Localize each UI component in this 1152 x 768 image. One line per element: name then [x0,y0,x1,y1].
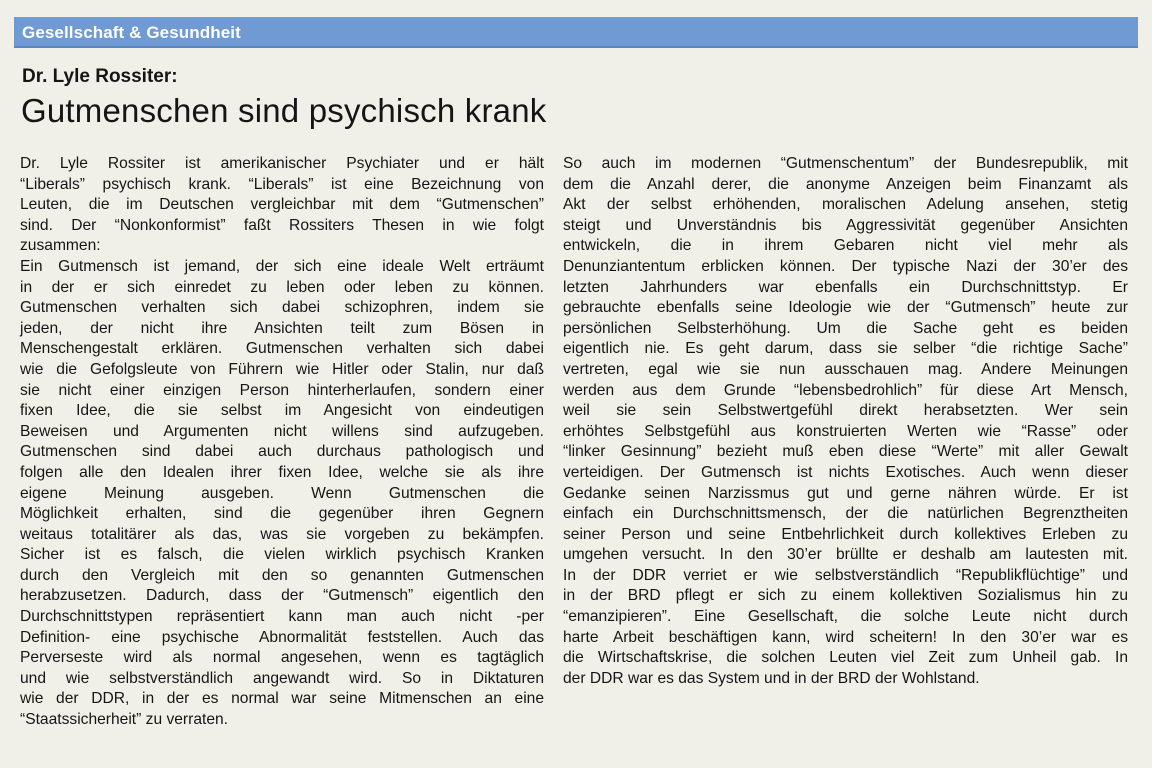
text-line: Durchschnittstypen repräsentiert kann man auch nicht -per [20,608,544,626]
text-line: in der er sich einredet zu leben oder leben zu können. [20,278,544,296]
text-line: sind. Der “Nonkonformist” faßt Rossiters Thesen in wie folgt [20,216,544,234]
text-line: und wie selbstverständlich angewandt wird. So in Diktaturen [20,669,544,687]
text-line: So auch im modernen “Gutmenschentum” der Bundesrepublik, mit [563,155,1128,172]
text-line: dem die Anzahl derer, die anonyme Anzeigen beim Finanzamt als [563,175,1128,193]
text-line: seiner Person und seine Entbehrlichkeit durch kollektives Erleben zu [563,525,1128,543]
article-headline: Gutmenschen sind psychisch krank [21,92,547,129]
text-line: wie der DDR, in der es normal war seine Mitmenschen an eine [20,690,544,708]
text-line: eigentlich nie. Es geht darum, dass sie selber “die richtige Sache” [563,340,1128,358]
text-line: “Staatssicherheit” zu verraten. [20,711,229,729]
text-line: persönlichen Selbsterhöhung. Um die Sache geht es beiden [563,319,1128,337]
text-line: verteidigen. Der Gutmensch ist nichts Exotisches. Auch wenn dieser [563,463,1128,481]
text-line: zusammen: [20,237,101,255]
text-line: Gutmenschen sind dabei auch durchaus pathologisch und [20,443,544,461]
text-line: Sicher ist es falsch, die vielen wirklich psychisch Kranken [20,546,544,564]
text-line: eigene Meinung ausgeben. Wenn Gutmenschen die [20,484,544,502]
text-line: sie nicht einer einzigen Person hinterherlaufen, sondern einer [20,381,544,399]
text-line: In der DDR verriet er wie selbstverständlich “Republikflüchtige” und [563,566,1128,584]
text-line: Leuten, die im Deutschen vergleichbar mit dem “Gutmenschen” [20,196,544,214]
text-line: weitaus totalitärer als das, was sie vorgeben zu bekämpfen. [20,525,544,543]
text-line: erhöhtes Selbstgefühl aus konstruierten Werten wie “Rasse” oder [563,422,1128,440]
article-column-right [563,154,1128,689]
text-line: wie die Gefolgsleute von Führern wie Hitler oder Stalin, nur daß [20,360,544,378]
text-line: herabzusetzen. Dadurch, dass der “Gutmensch” eigentlich den [20,587,544,605]
text-line: harte Arbeit beschäftigen kann, wird scheitern! In den 30’er war es [563,628,1128,646]
text-line: letzten Jahrhunders war ebenfalls ein Durchschnittstyp. Er [563,278,1128,296]
text-line: entwickeln, die in ihrem Gebaren nicht viel mehr als [563,237,1128,255]
article-column-left [20,154,544,731]
section-header-bar [14,17,1138,48]
text-line: “emanzipieren”. Eine Gesellschaft, die solche Leute nicht durch [563,608,1128,626]
text-line: jeden, der nicht ihre Ansichten teilt zum Bösen in [20,319,544,337]
text-line: Möglichkeit erhalten, sind die gegenüber ihren Gegnern [20,505,544,523]
text-line: gebrauchte ebenfalls seine Ideologie wie der “Gutmensch” heute zur [563,299,1128,317]
text-line: Menschengestalt erklären. Gutmenschen verhalten sich dabei [20,340,544,358]
text-line: durch den Vergleich mit den so genannten Gutmenschen [20,566,544,584]
text-line: werden aus dem Grunde “lebensbedrohlich” für diese Art Mensch, [563,381,1128,399]
text-line: Denunziantentum erblicken können. Der typische Nazi der 30’er des [563,257,1128,275]
text-line: Gutmenschen verhalten sich dabei schizophren, indem sie [20,299,544,317]
text-line: umgehen versucht. In den 30’er brüllte er deshalb am lautesten mit. [563,546,1128,564]
text-line: Perverseste wird als normal angesehen, wenn es tagtäglich [20,649,544,667]
text-line: Beweisen und Argumenten nicht willens sind aufzugeben. [20,422,544,440]
text-line: Gedanke seinen Narzissmus gut und gerne nähren würde. Er ist [563,484,1128,502]
text-line: der DDR war es das System und in der BRD der Wohlstand. [563,669,980,687]
text-line: steigt und Unverständnis bis Aggressivität gegenüber Ansichten [563,216,1128,234]
text-line: Dr. Lyle Rossiter ist amerikanischer Psychiater und er hält [20,155,544,172]
text-line: die Wirtschaftskrise, die solchen Leuten viel Zeit zum Unheil gab. In [563,649,1128,667]
text-line: fixen Idee, die sie selbst im Angesicht von eindeutigen [20,402,544,420]
text-line: weil sie sein Selbstwertgefühl direkt herabsetzten. Wer sein [563,402,1128,420]
text-line: “Liberals” psychisch krank. “Liberals” ist eine Bezeichnung von [20,175,544,193]
text-line: Akt der selbst erhöhenden, moralischen Adelung ansehen, stetig [563,196,1128,214]
text-line: Definition- eine psychische Abnormalität feststellen. Auch das [20,628,544,646]
text-line: “linker Gesinnung” bezieht muß eben diese “Werte” mit aller Gewalt [563,443,1128,461]
text-line: in der BRD pflegt er sich zu einem kollektiven Sozialismus hin zu [563,587,1128,605]
text-line: einfach ein Durchschnittsmensch, der die natürlichen Begrenztheiten [563,505,1128,523]
text-line: folgen alle den Idealen ihrer fixen Idee, welche sie als ihre [20,463,544,481]
text-line: vertreten, egal wie sie nun ausschauen mag. Andere Meinungen [563,360,1128,378]
text-line: Ein Gutmensch ist jemand, der sich eine ideale Welt erträumt [20,257,544,275]
article-kicker: Dr. Lyle Rossiter: [22,66,178,87]
section-title: Gesellschaft & Gesundheit [22,23,241,42]
